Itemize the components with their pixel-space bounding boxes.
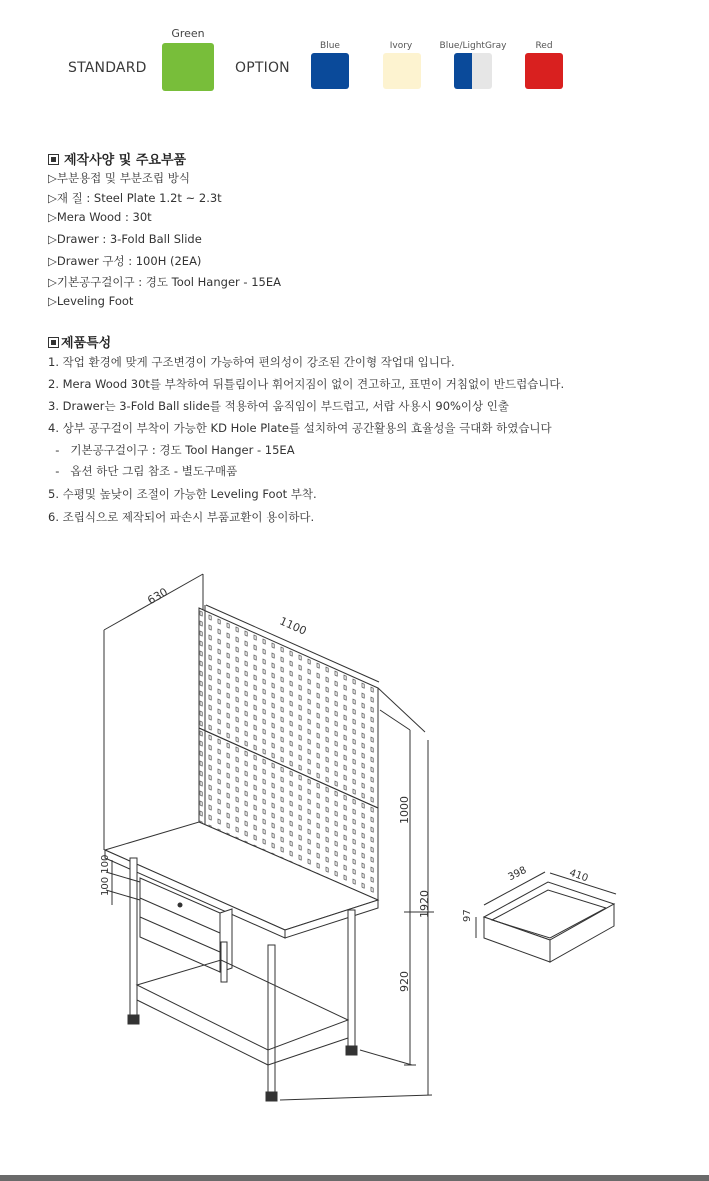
square-bullet-icon <box>48 337 59 348</box>
drawer-dim-width: 410 <box>567 867 590 885</box>
features-title: 제품특성 <box>48 332 111 351</box>
drawer-dim-height: 97 <box>462 909 473 922</box>
swatch-caption-green: Green <box>171 27 205 40</box>
spec-item: ▷기본공구걸이구 : 경도 Tool Hanger - 15EA <box>48 275 281 289</box>
standard-label: STANDARD <box>68 60 147 76</box>
feature-item: 1. 작업 환경에 맞게 구조변경이 가능하여 편의성이 강조된 간이형 작업대 입니다. <box>48 355 455 369</box>
dim-drawer-heights: 100 100 <box>100 854 111 896</box>
spec-item: ▷Drawer : 3-Fold Ball Slide <box>48 232 202 246</box>
swatch-caption-red: Red <box>535 41 553 51</box>
bottom-divider <box>0 1175 709 1181</box>
swatch-blue[interactable] <box>311 53 349 89</box>
feature-item: 4. 상부 공구걸이 부착이 가능한 KD Hole Plate를 설치하여 공간활용의 효율성을 극대화 하였습니다 <box>48 421 552 435</box>
swatch-green[interactable] <box>162 43 214 91</box>
dim-table-height: 920 <box>398 971 411 992</box>
swatch-caption-blue-lightgray: Blue/LightGray <box>439 41 507 51</box>
swatch-caption-ivory: Ivory <box>389 41 413 51</box>
feature-item: - 옵션 하단 그림 참조 - 별도구매품 <box>48 464 238 478</box>
dim-total-height: 1920 <box>418 890 431 918</box>
option-label: OPTION <box>235 60 290 76</box>
spec-item: ▷Drawer 구성 : 100H (2EA) <box>48 254 202 268</box>
feature-item: 5. 수평및 높낮이 조절이 가능한 Leveling Foot 부착. <box>48 487 317 501</box>
drawer-dim-depth: 398 <box>506 864 529 884</box>
spec-title: 제작사양 및 주요부품 <box>48 149 186 168</box>
square-bullet-icon <box>48 154 59 165</box>
dim-width: 1100 <box>277 614 309 638</box>
feature-item: 3. Drawer는 3-Fold Ball slide를 적용하여 움직임이 부드럽고, 서랍 사용시 90%이상 인출 <box>48 399 510 413</box>
spec-item: ▷Mera Wood : 30t <box>48 210 152 224</box>
feature-item: 6. 조립식으로 제작되어 파손시 부품교환이 용이하다. <box>48 510 315 524</box>
swatch-blue-lightgray[interactable] <box>454 53 492 89</box>
dim-board-height: 1000 <box>398 796 411 824</box>
spec-item: ▷Leveling Foot <box>48 294 134 308</box>
swatch-caption-blue: Blue <box>320 41 340 51</box>
feature-item: 2. Mera Wood 30t를 부착하여 뒤틀림이나 휘어지짐이 없이 견고하고, 표면이 거침없이 반드럽습니다. <box>48 377 565 391</box>
swatch-red[interactable] <box>525 53 563 89</box>
dim-depth: 630 <box>145 585 170 608</box>
spec-item: ▷재 질 : Steel Plate 1.2t ~ 2.3t <box>48 191 222 205</box>
spec-item: ▷부분용접 및 부분조립 방식 <box>48 171 191 185</box>
swatch-ivory[interactable] <box>383 53 421 89</box>
feature-item: - 기본공구걸이구 : 경도 Tool Hanger - 15EA <box>48 443 295 457</box>
workbench-technical-drawing <box>0 560 709 1120</box>
